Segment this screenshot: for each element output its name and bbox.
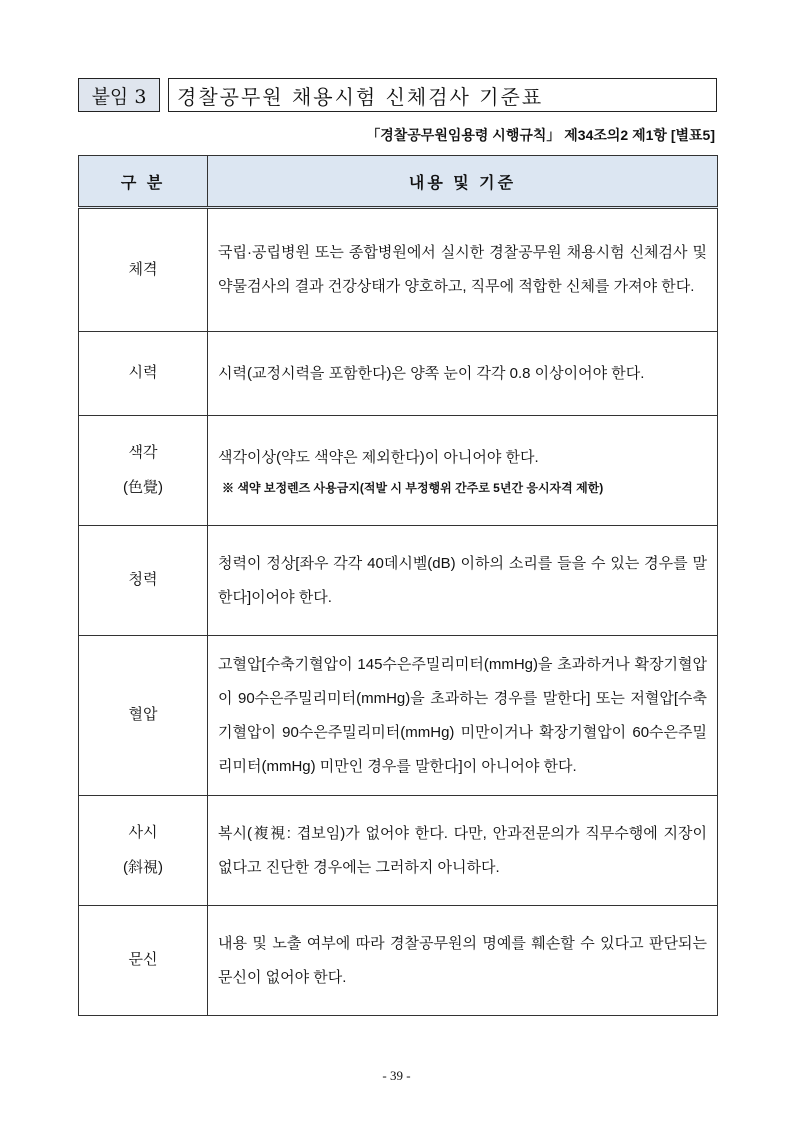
row-category	[79, 208, 208, 332]
category-label: 사시	[128, 824, 158, 841]
table-row-strabismus	[79, 796, 718, 906]
document-header	[78, 78, 717, 114]
table-row-tattoo	[79, 906, 718, 1016]
row-content: 국립·공립병원 또는 종합병원에서 실시한 경찰공무원 채용시험 신체검사 및 약물검사의 결과 건강상태가 양호하고, 직무에 적합한 신체를 가져야 한다.	[208, 208, 718, 332]
table-row-physique	[79, 208, 718, 332]
physical-exam-standards-table	[78, 155, 718, 1016]
table-row-vision	[79, 332, 718, 416]
row-content: 고혈압[수축기혈압이 145수은주밀리미터(mmHg)을 초과하거나 확장기혈압이 90수은주밀리미터(mmHg)을 초과하는 경우를 말한다] 또는 저혈압[수축기혈압이 90수은주밀리미터(mmHg) 미만이거나 확장기혈압이 60수은주밀리미터(mmHg) 미만인 경우를 말한다]이 아니어야 한다.	[208, 636, 718, 796]
content-text: 색각이상(약도 색약은 제외한다)이 아니어야 한다.	[218, 448, 539, 466]
category-label: 색각	[128, 444, 158, 461]
legal-source-reference: 「경찰공무원임용령 시행규칙」 제34조의2 제1항 [별표5]	[366, 127, 715, 143]
document-title: 경찰공무원 채용시험 신체검사 기준표	[168, 78, 717, 112]
category-hanja: (斜視)	[123, 858, 163, 876]
row-category	[79, 526, 208, 636]
row-category	[79, 332, 208, 416]
row-content	[208, 416, 718, 526]
category-label: 청력	[128, 571, 158, 589]
category-hanja: (色覺)	[123, 478, 163, 496]
table-row-blood-pressure	[79, 636, 718, 796]
table-header-row	[79, 156, 718, 208]
table-row-hearing	[79, 526, 718, 636]
category-label: 혈압	[128, 706, 158, 724]
row-content: 내용 및 노출 여부에 따라 경찰공무원의 명예를 훼손할 수 있다고 판단되는 문신이 없어야 한다.	[208, 906, 718, 1016]
page-number: - 39 -	[382, 1068, 411, 1083]
row-content: 청력이 정상[좌우 각각 40데시벨(dB) 이하의 소리를 들을 수 있는 경우를 말한다]이어야 한다.	[208, 526, 718, 636]
row-category	[79, 636, 208, 796]
attachment-label: 붙임 3	[78, 78, 160, 112]
table-row-color-vision	[79, 416, 718, 526]
row-content: 복시(複視: 겹보임)가 없어야 한다. 다만, 안과전문의가 직무수행에 지장이 없다고 진단한 경우에는 그러하지 아니하다.	[208, 796, 718, 906]
category-label: 문신	[128, 951, 158, 969]
warning-note: ※ 색약 보정렌즈 사용금지(적발 시 부정행위 간주로 5년간 응시자격 제한)	[222, 480, 604, 495]
row-category	[79, 416, 208, 526]
column-header-content: 내용 및 기준	[208, 156, 718, 208]
row-category	[79, 906, 208, 1016]
category-label: 시력	[128, 364, 158, 382]
row-content: 시력(교정시력을 포함한다)은 양쪽 눈이 각각 0.8 이상이어야 한다.	[208, 332, 718, 416]
column-header-category: 구 분	[79, 156, 208, 208]
row-category	[79, 796, 208, 906]
category-label: 체격	[128, 260, 158, 278]
